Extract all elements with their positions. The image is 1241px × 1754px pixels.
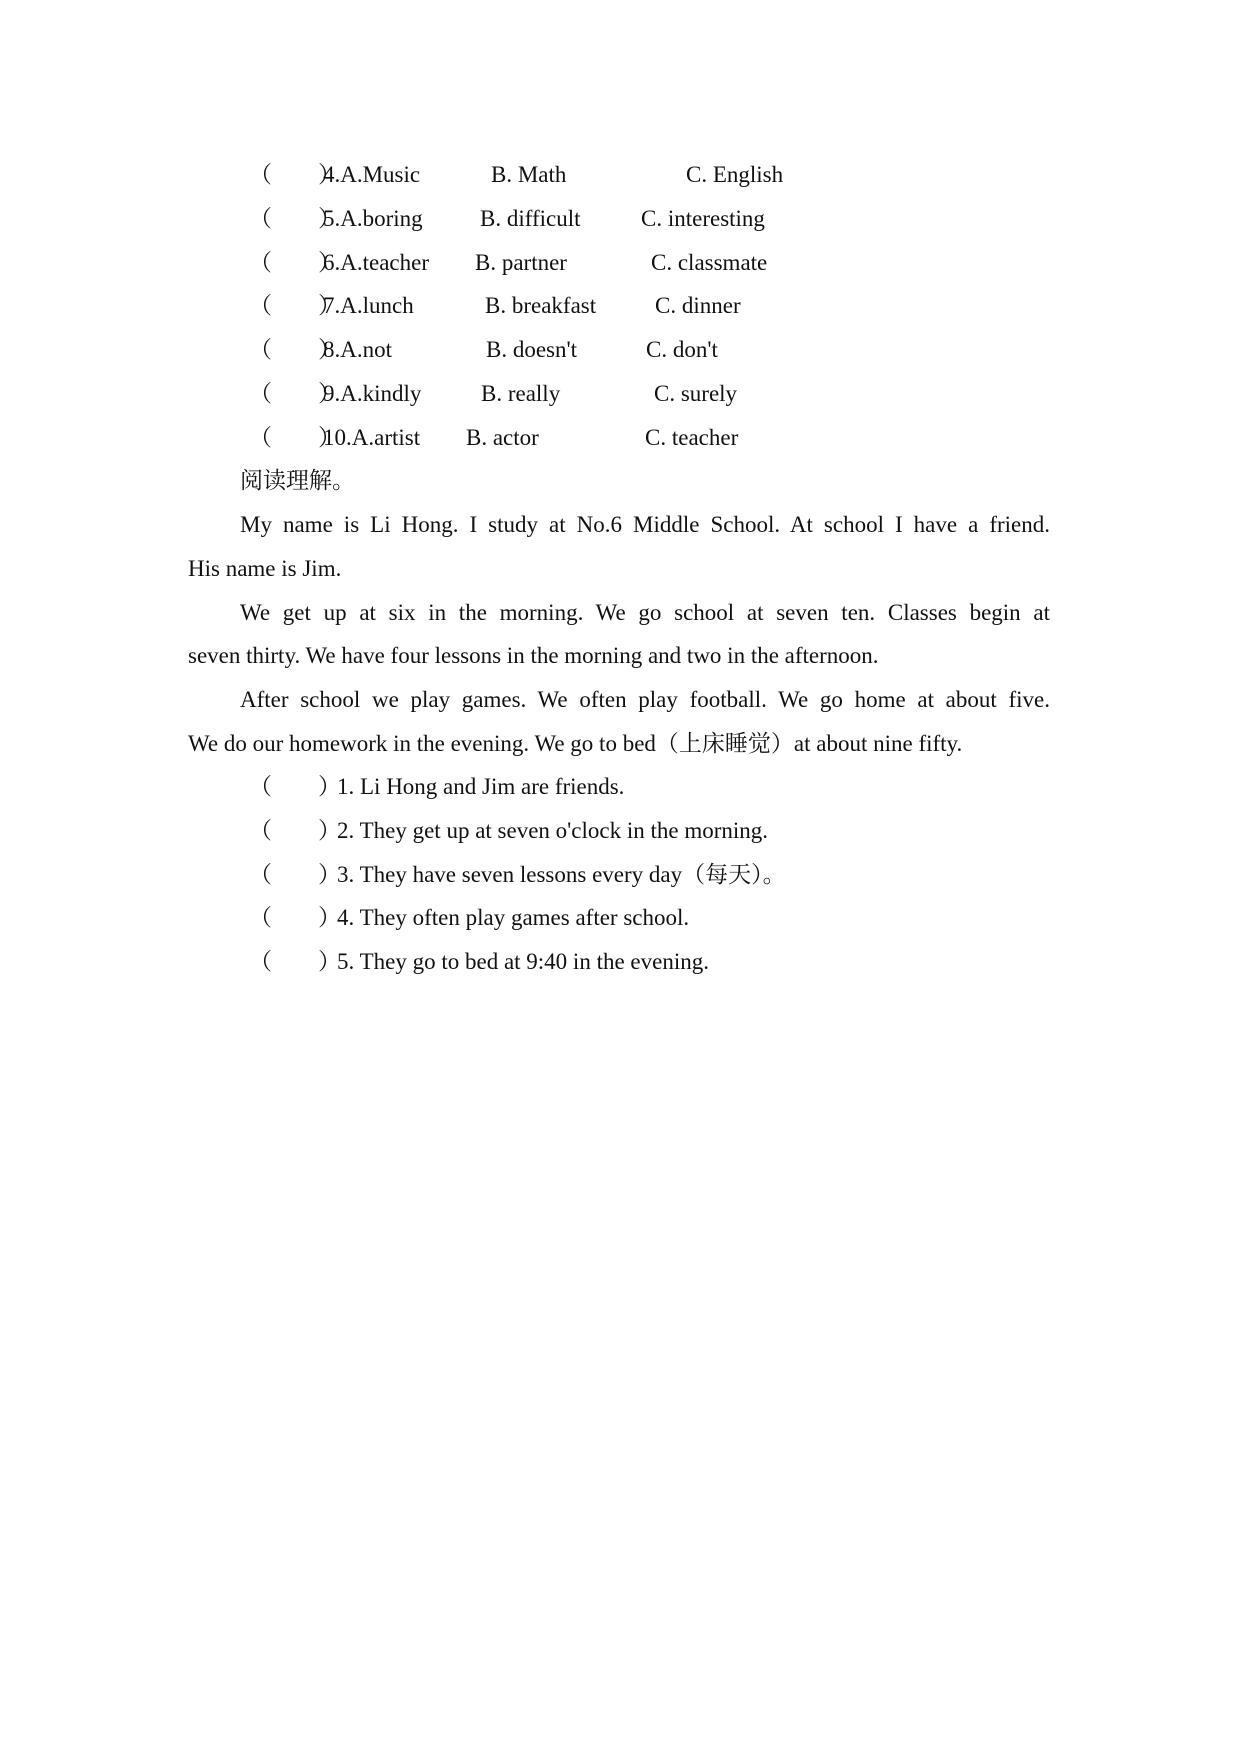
option-a: 10.A.artist (323, 425, 421, 450)
option-c: C. surely (654, 381, 738, 406)
passage-p3-line2: We do our homework in the evening. We go to bed（上床睡觉）at about nine fifty. (188, 731, 963, 756)
passage-p3-line1: After school we play games. We often play football. We go home at about five. (240, 687, 1050, 712)
option-b: B. difficult (480, 206, 581, 231)
passage-p2-line1: We get up at six in the morning. We go school at seven ten. Classes begin at (240, 600, 1050, 625)
option-c: C. interesting (641, 206, 765, 231)
answer-parentheses: （ ） (249, 905, 341, 930)
option-c: C. English (686, 162, 784, 187)
answer-parentheses: （ ） (249, 949, 341, 974)
option-a: 9.A.kindly (323, 381, 422, 406)
option-b: B. really (481, 381, 561, 406)
answer-parentheses: （ ） (249, 250, 341, 275)
statement-text: 5. They go to bed at 9:40 in the evening. (337, 949, 709, 974)
statement-text: 2. They get up at seven o'clock in the morning. (337, 818, 769, 843)
reading-heading: 阅读理解。 (240, 468, 355, 493)
answer-parentheses: （ ） (249, 862, 341, 887)
option-b: B. Math (491, 162, 567, 187)
answer-parentheses: （ ） (249, 337, 341, 362)
statement-text: 1. Li Hong and Jim are friends. (337, 774, 625, 799)
option-a: 8.A.not (323, 337, 392, 362)
option-b: B. doesn't (486, 337, 578, 362)
option-c: C. classmate (651, 250, 768, 275)
passage-p1-line1: My name is Li Hong. I study at No.6 Middle School. At school I have a friend. (240, 512, 1050, 537)
passage-p1-line2: His name is Jim. (188, 556, 342, 581)
statement-text: 3. They have seven lessons every day（每天）。 (337, 862, 786, 887)
option-c: C. dinner (655, 293, 741, 318)
answer-parentheses: （ ） (249, 425, 341, 450)
option-a: 5.A.boring (323, 206, 423, 231)
answer-parentheses: （ ） (249, 206, 341, 231)
option-a: 6.A.teacher (323, 250, 429, 275)
answer-parentheses: （ ） (249, 381, 341, 406)
option-c: C. teacher (645, 425, 739, 450)
answer-parentheses: （ ） (249, 774, 341, 799)
answer-parentheses: （ ） (249, 162, 341, 187)
passage-p2-line2: seven thirty. We have four lessons in the morning and two in the afternoon. (188, 643, 879, 668)
option-c: C. don't (646, 337, 718, 362)
option-b: B. partner (475, 250, 567, 275)
option-a: 4.A.Music (323, 162, 421, 187)
answer-parentheses: （ ） (249, 293, 341, 318)
option-a: 7.A.lunch (323, 293, 414, 318)
answer-parentheses: （ ） (249, 818, 341, 843)
option-b: B. actor (466, 425, 539, 450)
option-b: B. breakfast (485, 293, 597, 318)
statement-text: 4. They often play games after school. (337, 905, 690, 930)
